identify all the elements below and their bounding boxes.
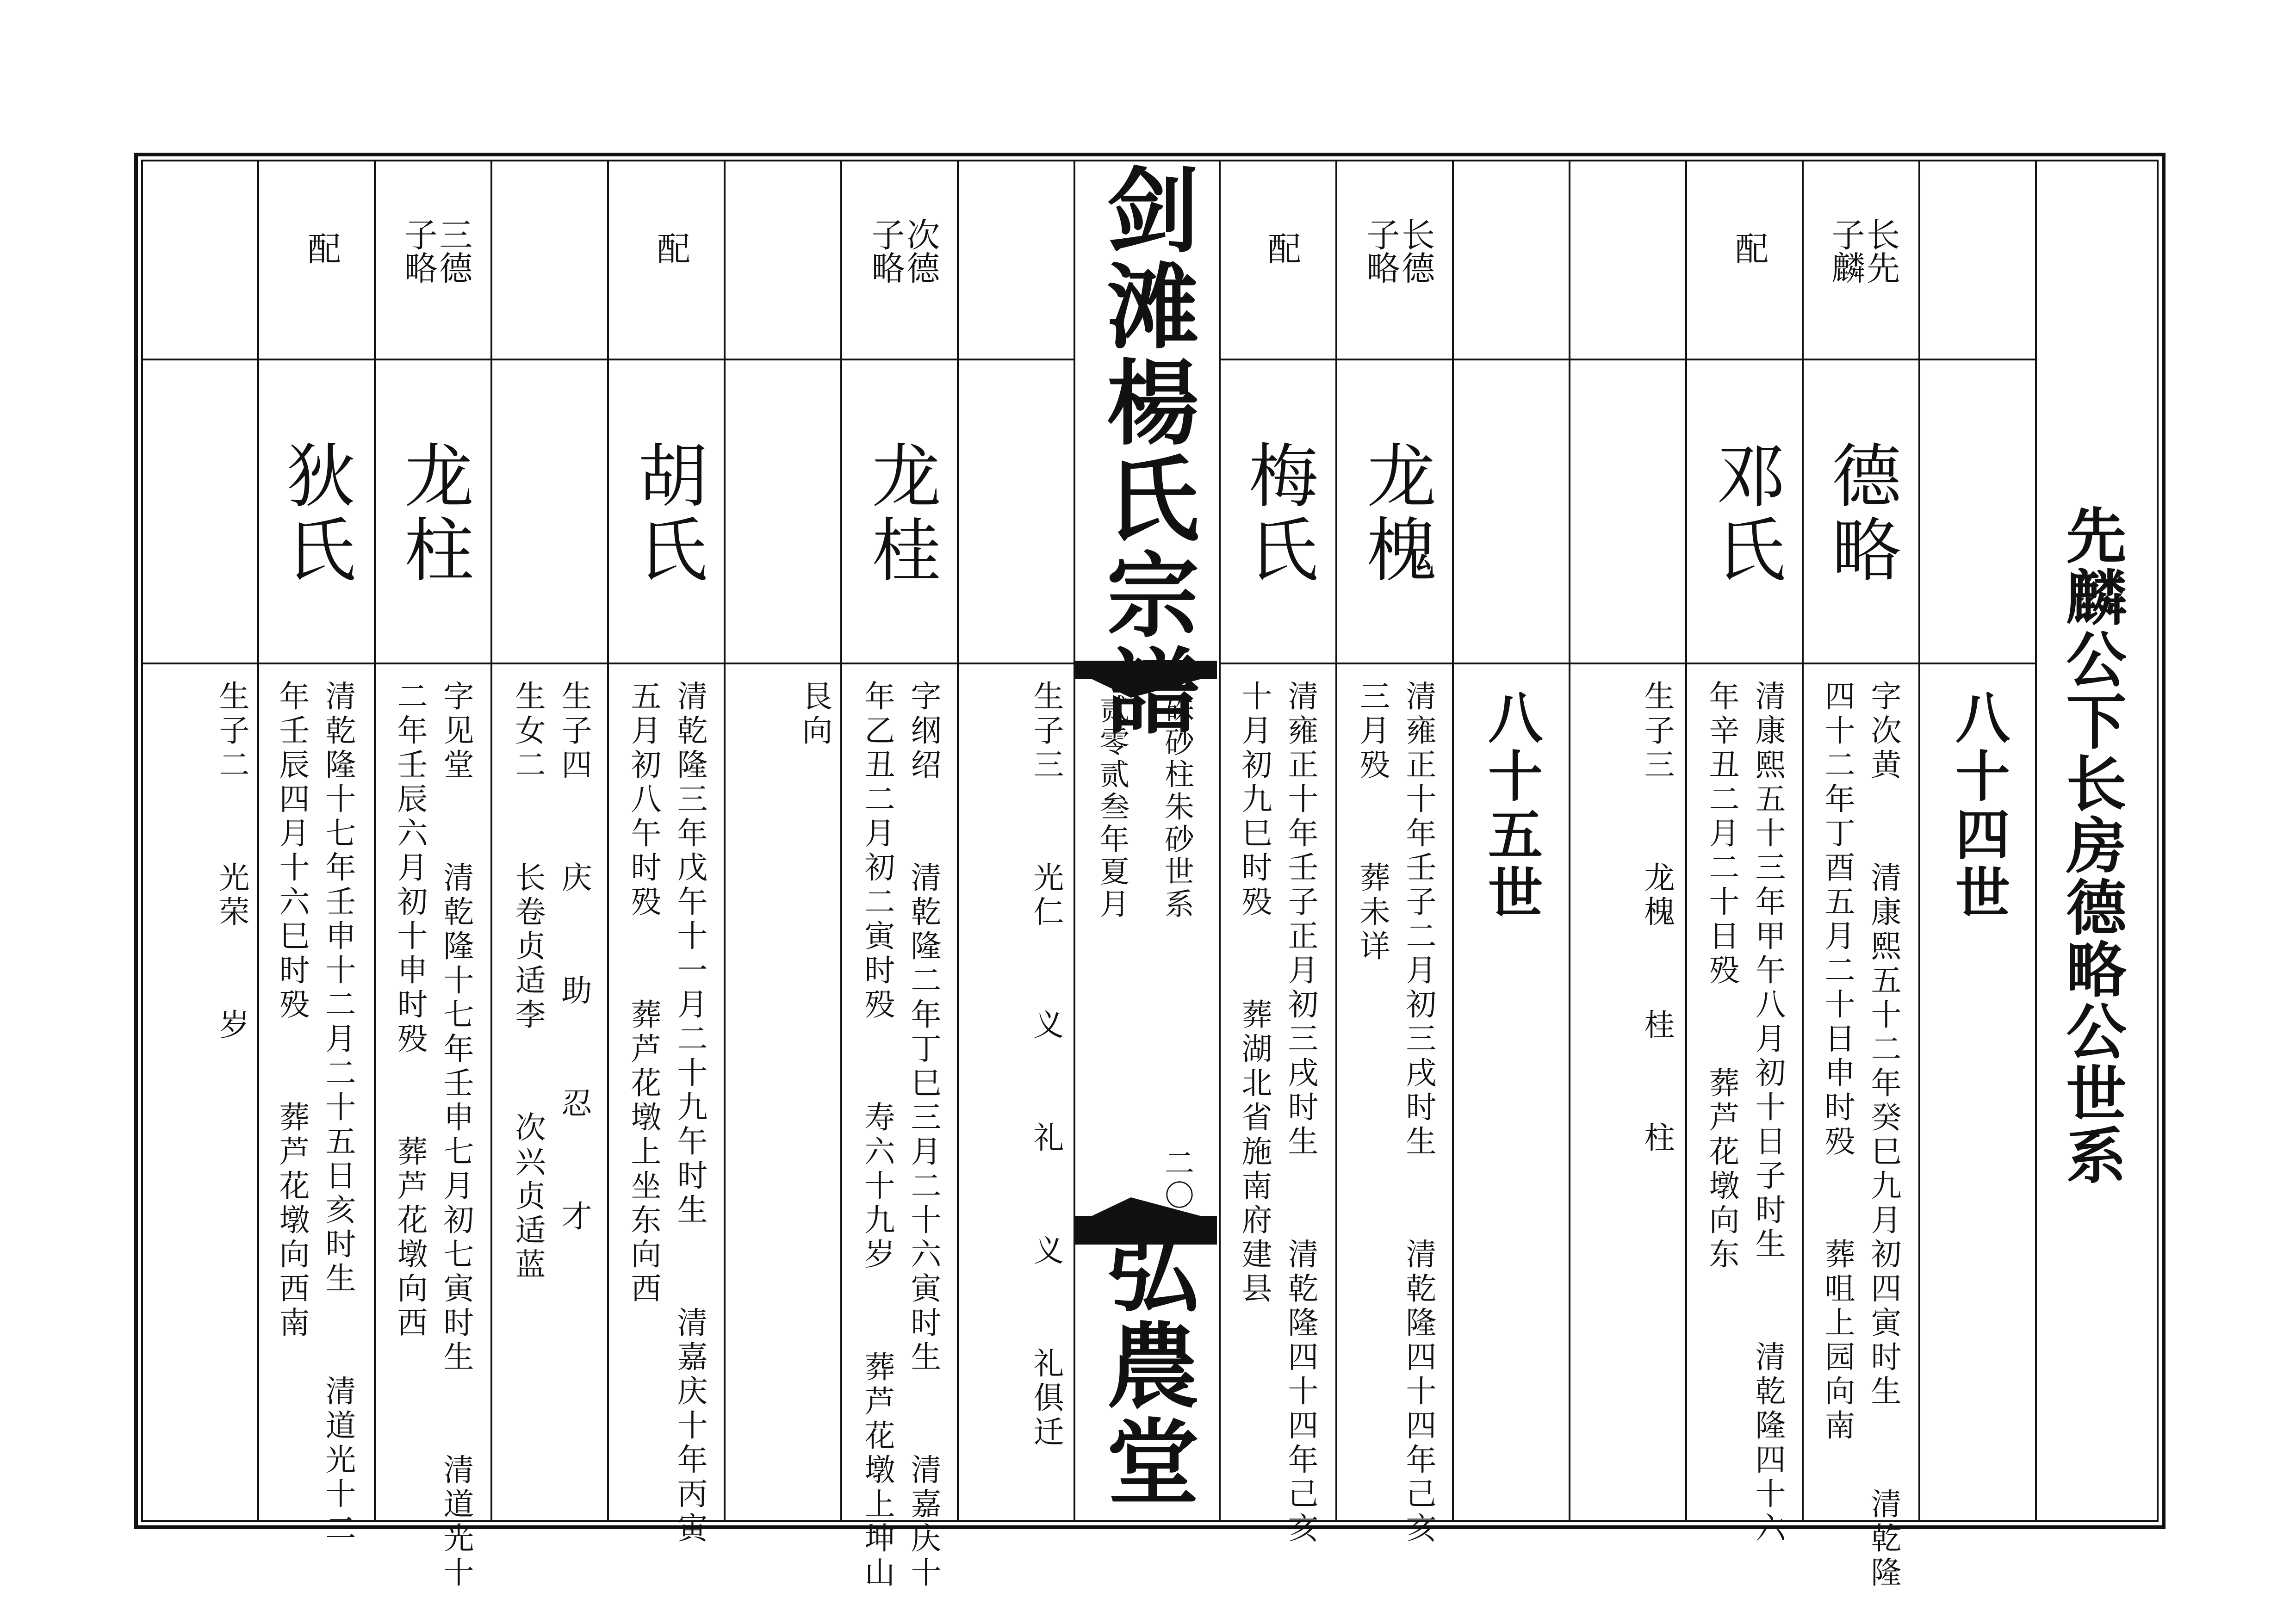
person-name: 龙桂 — [860, 440, 940, 588]
person-name: 龙柱 — [392, 440, 473, 588]
row-line — [143, 359, 1074, 360]
col-header: 长先 子麟 — [1826, 217, 1900, 284]
person-detail: 生子三 龙槐 桂 柱 — [1639, 680, 1675, 1156]
column-line — [840, 161, 842, 1520]
person-detail: 清雍正十年壬子二月初三戌时生 清乾隆四十四年己亥 三月殁 葬未详 — [1354, 680, 1436, 1546]
person-detail: 生子三 光仁 义 礼 义 礼俱迁 — [1028, 680, 1064, 1450]
person-detail: 清康熙五十三年甲午八月初十日子时生 清乾隆四十六 年辛丑二月二十日殁 葬芦花墩向东 — [1704, 680, 1786, 1546]
col-header: 配 — [1262, 231, 1301, 265]
column-line — [957, 161, 959, 1520]
compiler-line: 硃砂柱朱砂世系 — [1160, 694, 1194, 921]
person-detail: 字纲绍 清乾隆二年丁巳三月二十六寅时生 清嘉庆十 年乙丑二月初二寅时殁 寿六十九岁 葬芦花墩上坤山 — [859, 680, 941, 1591]
person-name: 胡氏 — [626, 440, 707, 588]
column-line — [257, 161, 259, 1520]
person-detail: 清雍正十年壬子正月初三戌时生 清乾隆四十四年己亥 十月初九巳时殁 葬湖北省施南府建县 — [1236, 680, 1318, 1546]
person-detail: 艮向 — [797, 680, 832, 749]
person-detail: 清乾隆三年戊午十一月二十九午时生 清嘉庆十年丙寅 五月初八午时殁 葬芦花墩上坐东向西 — [626, 680, 707, 1546]
column-line — [374, 161, 376, 1520]
person-detail: 字次黄 清康熙五十二年癸巳九月初四寅时生 清乾隆 四十二年丁酉五月二十日申时殁 葬咀上园向南 — [1819, 680, 1901, 1591]
person-detail: 生子二 光荣 岁 — [214, 680, 249, 1043]
person-name: 梅氏 — [1237, 440, 1317, 588]
column-line — [2035, 161, 2037, 1520]
col-header: 三德 子略 — [398, 217, 473, 284]
row-line — [1219, 359, 2035, 360]
section-title: 先麟公下长房德略公世系 — [2056, 504, 2127, 1186]
column-line — [1335, 161, 1337, 1520]
page-number: 二〇 — [1160, 1147, 1194, 1212]
column-line — [1918, 161, 1920, 1520]
col-header: 配 — [302, 231, 341, 265]
column-line — [1569, 161, 1570, 1520]
generation-85: 八十五世 — [1479, 689, 1543, 923]
column-line — [1452, 161, 1454, 1520]
person-detail: 字见堂 清乾隆十七年壬申七月初七寅时生 清道光十 二年壬辰六月初十申时殁 葬芦花墩向西 — [392, 680, 474, 1591]
column-line — [490, 161, 492, 1520]
person-detail: 生子四 庆 助 忍 才 生女二 长卷贞适李 次兴贞适蓝 — [510, 680, 592, 1282]
person-name: 德略 — [1820, 440, 1900, 588]
col-header: 次德 子略 — [866, 217, 940, 284]
date-line: 贰零贰叁年夏月 — [1095, 694, 1129, 921]
person-name: 邓氏 — [1704, 440, 1785, 588]
col-header: 配 — [1730, 231, 1769, 265]
person-name: 狄氏 — [274, 440, 355, 588]
column-line — [607, 161, 609, 1520]
column-line — [1219, 161, 1221, 1520]
column-line — [1802, 161, 1804, 1520]
column-line — [1685, 161, 1687, 1520]
column-line — [724, 161, 726, 1520]
row-line — [1219, 663, 2035, 664]
book-title: 剑滩楊氏宗譜 — [1091, 162, 1200, 739]
person-name: 龙槐 — [1355, 440, 1435, 588]
hall-name: 弘農堂 — [1091, 1221, 1200, 1510]
generation-84: 八十四世 — [1946, 689, 2011, 923]
person-detail: 清乾隆十七年壬申十二月二十五日亥时生 清道光十二 年壬辰四月十六巳时殁 葬芦花墩向西南 — [274, 680, 356, 1546]
row-line — [143, 663, 1074, 664]
col-header: 配 — [652, 231, 690, 265]
col-header: 长德 子略 — [1361, 217, 1435, 284]
